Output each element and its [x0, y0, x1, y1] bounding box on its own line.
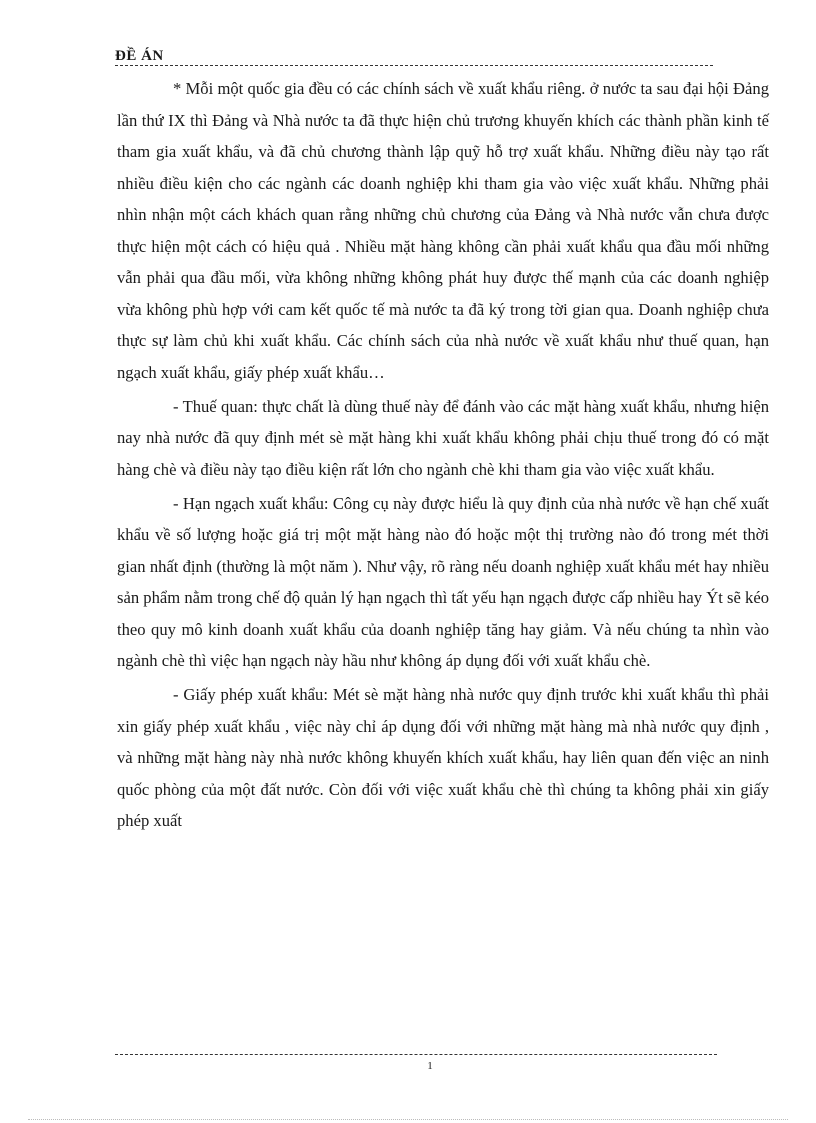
- header-divider: [115, 65, 713, 66]
- footer-divider: [115, 1054, 717, 1055]
- page-number: 1: [427, 1060, 433, 1072]
- document-body: [117, 73, 769, 837]
- paragraph-export-policy: * Mỗi một quốc gia đều có các chính sách về xuất khẩu riêng. ở nước ta sau đại hội Đảng lần thứ IX thì Đảng và Nhà nước ta đã thực hiện chủ trương khuyến khích các thành phần kinh tế tham gia xuất khẩu, và đã chủ chương thành lập quỹ hỗ trợ xuất khẩu. Những điều này tạo rất nhiều điều kiện cho các ngành các doanh nghiệp khi tham gia vào việc xuất khẩu. Những phải nhìn nhận một cách khách quan rằng những chủ chương của Đảng và Nhà nước vẫn chưa được thực hiện một cách có hiệu quả . Nhiều mặt hàng không cần phải xuất khẩu qua đầu mối những vẫn phải qua đầu mối, vừa không những không phát huy được thế mạnh của các doanh nghiệp vừa không phù hợp với cam kết quốc tế mà nước ta đã ký trong tời gian qua. Doanh nghiệp chưa thực sự làm chủ khi xuất khẩu. Các chính sách của nhà nước về xuất khẩu như thuế quan, hạn ngạch xuất khẩu, giấy phép xuất khẩu…: [117, 79, 769, 382]
- paragraph-export-quota: - Hạn ngạch xuất khẩu: Công cụ này được hiểu là quy định của nhà nước về hạn chế xuất khẩu về số lượng hoặc giá trị một mặt hàng nào đó hoặc một thị trường nào đó trong mét thời gian nhất định (thường là một năm ). Như vậy, rõ ràng nếu doanh nghiệp xuất khẩu mét hay nhiều sản phẩm nằm trong chế độ quản lý hạn ngạch thì tất yếu hạn ngạch được cấp nhiều hay Ýt sẽ kéo theo quy mô kinh doanh xuất khẩu của doanh nghiệp tăng hay giảm. Và nếu chúng ta nhìn vào ngành chè thì việc hạn ngạch này hầu như không áp dụng đối với xuất khẩu chè.: [117, 493, 769, 670]
- document-header-label: ĐỀ ÁN: [115, 48, 164, 64]
- paragraph-export-license: - Giấy phép xuất khẩu: Mét sè mặt hàng nhà nước quy định trước khi xuất khẩu thì phải xin giấy phép xuất khẩu , việc này chỉ áp dụng đối với những mặt hàng mà nhà nước quy định , và những mặt hàng này nhà nước không khuyến khích xuất khẩu, hay liên quan đến việc an ninh quốc phòng của một đất nước. Còn đối với việc xuất khẩu chè thì chúng ta không phải xin giấy phép xuất: [117, 685, 769, 830]
- paragraph-tariff: - Thuế quan: thực chất là dùng thuế này để đánh vào các mặt hàng xuất khẩu, nhưng hiện nay nhà nước đã quy định mét sè mặt hàng khi xuất khẩu không phải chịu thuế trong đó có mặt hàng chè và điều này tạo điều kiện rất lớn cho ngành chè khi tham gia vào việc xuất khẩu.: [117, 396, 769, 479]
- page-bottom-edge: [28, 1119, 788, 1120]
